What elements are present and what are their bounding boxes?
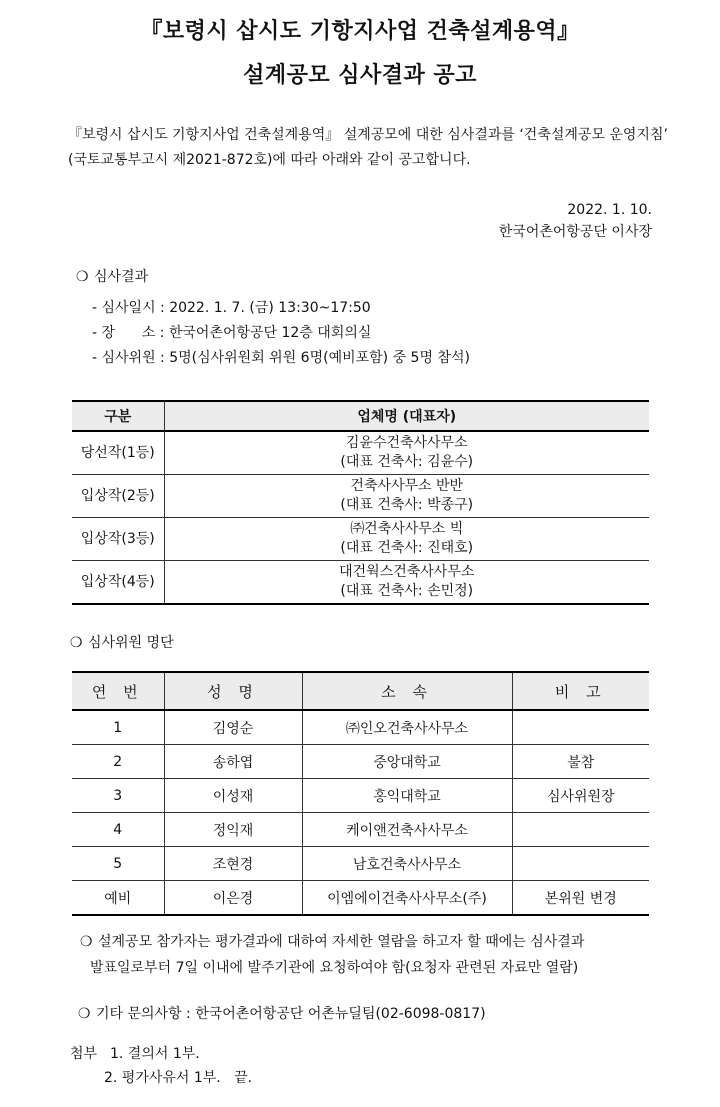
result-row [72,431,649,475]
result-row [72,561,649,605]
result-table-header [72,401,649,431]
firm-representative: (대표 건축사: 진태호) [340,540,474,556]
judge-row [72,745,649,779]
schedule-date: - 심사일시 : 2022. 1. 7. (금) 13:30~17:50 [92,300,371,316]
judge-name: 김영순 [164,710,302,745]
firm-cell [164,475,649,518]
schedule-judges: - 심사위원 : 5명(심사위원회 위원 6명(예비포함) 중 5명 참석) [92,350,470,366]
judge-name: 송하엽 [164,745,302,779]
intro-line-2: (국토교통부고시 제2021-872호)에 따라 아래와 같이 공고합니다. [68,152,471,168]
judge-row [72,881,649,916]
firm-name: 김윤수건축사사무소 [345,435,468,451]
judge-name: 조현경 [164,847,302,881]
header-number: 연 번 [72,672,164,710]
notice-paragraph [80,929,584,981]
judge-remarks [512,847,649,881]
judge-name: 정익재 [164,813,302,847]
judge-number: 3 [72,779,164,813]
rank-cell: 당선작(1등) [80,444,155,461]
notice-line-1: ❍ 설계공모 참가자는 평가결과에 대하여 자세한 열람을 하고자 할 때에는 심사결과 [80,929,584,955]
judge-number: 2 [72,745,164,779]
notice-line-2: 발표일로부터 7일 이내에 발주기관에 요청하여야 함(요청자 관련된 자료만 열람) [90,960,579,976]
firm-name: 건축사사무소 반반 [350,478,464,494]
result-row [72,518,649,561]
rank-cell: 입상작(4등) [72,561,164,605]
firm-cell [164,518,649,561]
judge-remarks: 불참 [512,745,649,779]
judge-number: 1 [113,719,123,736]
judge-remarks [512,710,649,745]
judge-number: 4 [72,813,164,847]
header-affiliation: 소 속 [302,672,512,710]
firm-representative: (대표 건축사: 손민정) [340,583,474,599]
bullet-icon: ❍ [78,1006,91,1022]
header-firm: 업체명 (대표자) [164,401,649,431]
firm-name: 대건웍스건축사사무소 [339,564,475,580]
result-row [72,475,649,518]
firm-cell [164,431,649,475]
document-subtitle: 설계공모 심사결과 공고 [243,63,477,88]
judge-remarks: 심사위원장 [512,779,649,813]
section-result-title: 심사결과 [94,269,149,285]
section-judges-heading [70,632,174,652]
judge-number: 5 [72,847,164,881]
judge-remarks: 본위원 변경 [512,881,649,916]
issuer: 한국어촌어항공단 이사장 [498,224,652,240]
bullet-icon: ❍ [76,269,89,285]
judge-affiliation: 중앙대학교 [302,745,512,779]
rank-cell: 입상작(2등) [72,475,164,518]
rank-cell: 입상작(3등) [72,518,164,561]
firm-representative: (대표 건축사: 김윤수) [340,454,474,470]
judge-affiliation: 남호건축사사무소 [302,847,512,881]
header-category: 구분 [72,401,164,431]
header-name: 성 명 [164,672,302,710]
judge-affiliation: 홍익대학교 [302,779,512,813]
judge-name: 이성재 [164,779,302,813]
judge-affiliation: 케이앤건축사사무소 [302,813,512,847]
judges-table [72,671,649,916]
judge-name: 이은경 [164,881,302,916]
schedule-place: - 장 소 : 한국어촌어항공단 12층 대회의실 [92,325,372,341]
firm-cell [164,561,649,605]
judge-row [72,813,649,847]
judge-row [72,710,649,745]
judge-remarks [512,813,649,847]
firm-representative: (대표 건축사: 박종구) [340,497,474,513]
judge-affiliation: ㈜인오건축사사무소 [302,710,512,745]
attachment-item-2: 2. 평가사유서 1부. 끝. [104,1070,253,1086]
judge-affiliation: 이엠에이건축사사무소(주) [302,881,512,916]
contact-text: 기타 문의사항 : 한국어촌어항공단 어촌뉴딜팀(02-6098-0817) [96,1006,486,1022]
judges-table-header [72,672,649,710]
header-remarks: 비 고 [512,672,649,710]
firm-name: ㈜건축사사무소 빅 [350,521,464,537]
attachment-label: 첨부 [70,1046,98,1062]
result-table [72,400,649,605]
judge-row [72,779,649,813]
judge-row [72,847,649,881]
attachment-item-1: 1. 결의서 1부. [110,1046,200,1062]
bullet-icon: ❍ [70,635,83,651]
intro-line-1: 『보령시 삽시도 기항지사업 건축설계용역』 설계공모에 대한 심사결과를 ‘건축설계공모 운영지침’ [68,127,668,143]
section-result-heading [76,266,148,286]
bullet-icon: ❍ [80,934,93,950]
judge-number: 예비 [72,881,164,916]
announcement-date: 2022. 1. 10. [567,202,652,218]
contact-line [78,1003,486,1023]
section-judges-title: 심사위원 명단 [88,635,174,651]
document-title: 『보령시 삽시도 기항지사업 건축설계용역』 [140,19,580,44]
